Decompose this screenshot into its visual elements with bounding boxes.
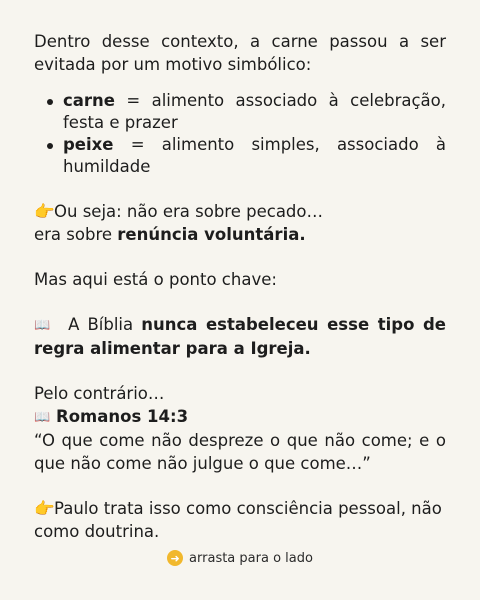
list-item <box>34 90 446 134</box>
bullet-term: carne <box>63 91 115 110</box>
summary-line-2-bold: renúncia voluntária. <box>117 225 306 244</box>
swipe-hint-text: arrasta para o lado <box>189 550 313 566</box>
bible-statement-prefix: A Bíblia <box>68 315 142 334</box>
intro-paragraph: Dentro desse contexto, a carne passou a ser evitada por um motivo simbólico: <box>34 32 446 74</box>
summary-line-1: Ou seja: não era sobre pecado… <box>54 202 323 221</box>
pointing-hand-icon: 👉 <box>34 202 55 221</box>
bullet-text: = alimento simples, associado à humildade <box>63 135 446 176</box>
open-book-icon: 📖 <box>34 410 51 425</box>
bullet-text: = alimento associado à celebração, festa e prazer <box>63 91 446 132</box>
open-book-icon: 📖 <box>34 318 51 333</box>
conclusion-text: Paulo trata isso como consciência pessoal, não como doutrina. <box>34 499 442 541</box>
bible-reference: Romanos 14:3 <box>56 407 189 426</box>
summary-line-2-prefix: era sobre <box>34 225 118 244</box>
contrary-line: Pelo contrário… <box>34 384 165 403</box>
conclusion-paragraph <box>34 497 446 543</box>
arrow-right-circle-icon: ➜ <box>167 550 183 566</box>
contrary-paragraph <box>34 382 446 429</box>
bible-quote: “O que come não despreze o que não come; e o que não come não julgue o que come…” <box>34 431 446 473</box>
bullet-term: peixe <box>63 135 114 154</box>
bullet-list <box>34 90 446 178</box>
bible-statement-bold: nunca estabeleceu esse tipo de regra alimentar para a Igreja. <box>34 315 446 358</box>
key-point-paragraph: Mas aqui está o ponto chave: <box>34 270 277 289</box>
list-item <box>34 134 446 178</box>
pointing-hand-icon: 👉 <box>34 499 55 518</box>
summary-paragraph <box>34 200 446 246</box>
bible-statement-paragraph <box>34 313 446 360</box>
swipe-hint[interactable] <box>0 550 480 566</box>
